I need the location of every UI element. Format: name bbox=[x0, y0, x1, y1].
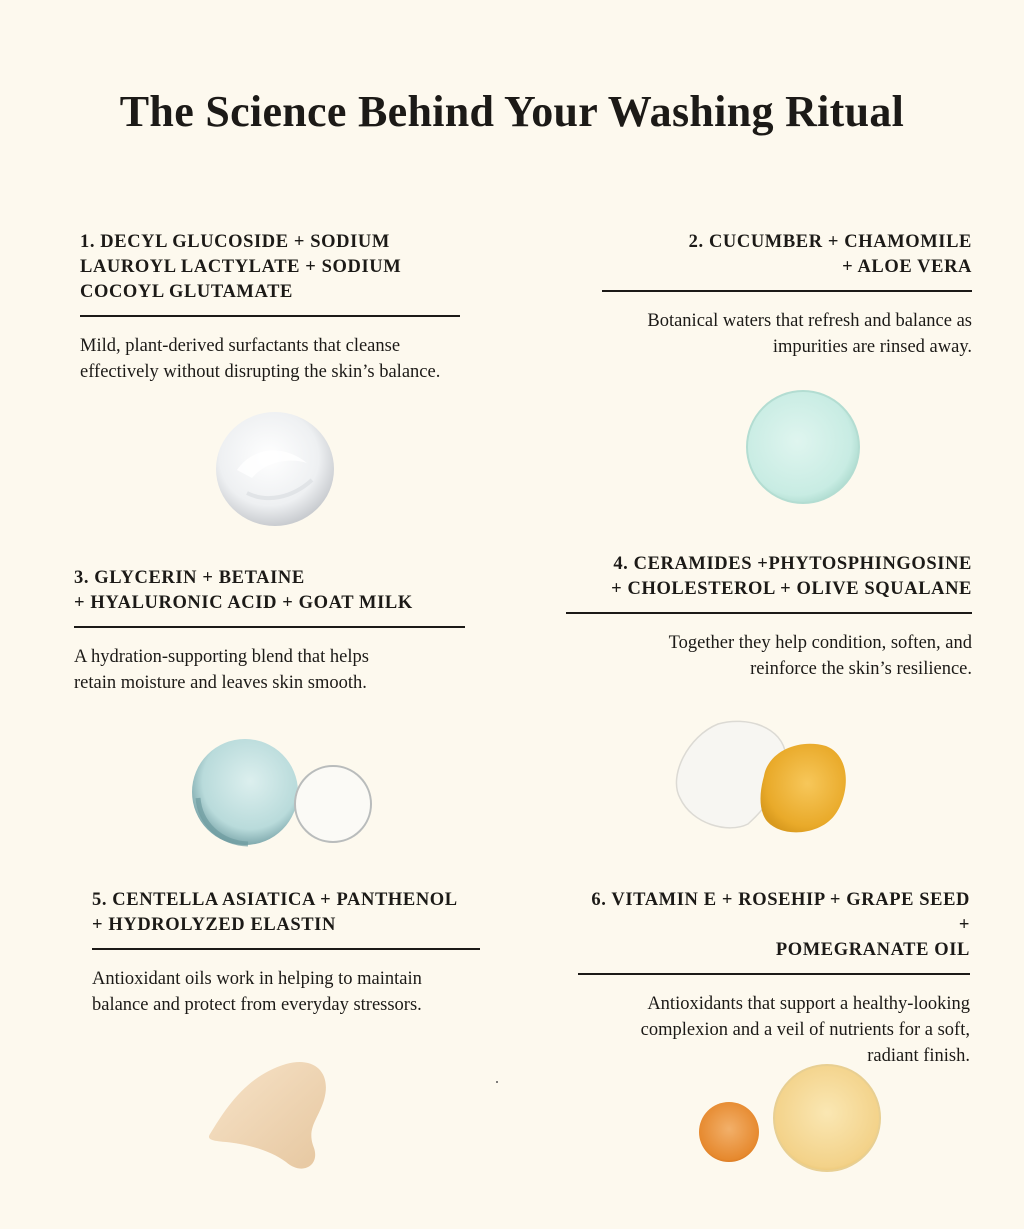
section-2-divider bbox=[602, 290, 972, 292]
section-5-description: Antioxidant oils work in helping to maintain balance and protect from everyday stressors. bbox=[92, 969, 422, 1015]
section-1-heading: 1. DECYL GLUCOSIDE + SODIUM LAUROYL LACTYLATE + SODIUM COCOYL GLUTAMATE bbox=[80, 232, 402, 302]
section-3-heading: 3. GLYCERIN + BETAINE + HYALURONIC ACID + GOAT MILK bbox=[74, 568, 413, 613]
section-6-heading: 6. VITAMIN E + ROSEHIP + GRAPE SEED + POMEGRANATE OIL bbox=[591, 890, 970, 960]
beige-lotion-swatch bbox=[206, 1058, 332, 1174]
section-2-heading: 2. CUCUMBER + CHAMOMILE + ALOE VERA bbox=[688, 232, 972, 277]
section-6-divider bbox=[578, 973, 970, 975]
section-5-divider bbox=[92, 948, 480, 950]
section-2 bbox=[602, 230, 972, 360]
section-4-heading: 4. CERAMIDES +PHYTOSPHINGOSINE + CHOLESTEROL + OLIVE SQUALANE bbox=[611, 554, 972, 599]
page-title: The Science Behind Your Washing Ritual bbox=[119, 87, 905, 136]
blue-gel-and-clear-drop-swatch bbox=[190, 738, 376, 848]
section-5-heading: 5. CENTELLA ASIATICA + PANTHENOL + HYDROLYZED ELASTIN bbox=[92, 890, 458, 935]
white-cream-swatch bbox=[212, 408, 338, 530]
section-1-divider bbox=[80, 315, 460, 317]
section-5 bbox=[92, 888, 480, 1018]
mint-gel-swatch bbox=[744, 388, 862, 506]
section-6 bbox=[578, 888, 970, 1069]
section-2-description: Botanical waters that refresh and balance as impurities are rinsed away. bbox=[647, 311, 972, 357]
decorative-dot bbox=[496, 1081, 498, 1083]
section-3-description: A hydration-supporting blend that helps retain moisture and leaves skin smooth. bbox=[74, 647, 369, 693]
section-4-divider bbox=[566, 612, 972, 614]
section-1-description: Mild, plant-derived surfactants that cleanse effectively without disrupting the skin’s balance. bbox=[80, 336, 441, 382]
section-6-description: Antioxidants that support a healthy-looking complexion and a veil of nutrients for a soft, radiant finish. bbox=[640, 994, 970, 1066]
section-3 bbox=[74, 566, 465, 696]
section-4 bbox=[566, 552, 972, 682]
section-4-description: Together they help condition, soften, and reinforce the skin’s resilience. bbox=[668, 633, 972, 679]
section-3-divider bbox=[74, 626, 465, 628]
cream-and-golden-oil-swatch bbox=[668, 716, 852, 838]
section-1 bbox=[80, 230, 460, 385]
orange-and-yellow-oil-drops-swatch bbox=[698, 1062, 884, 1176]
